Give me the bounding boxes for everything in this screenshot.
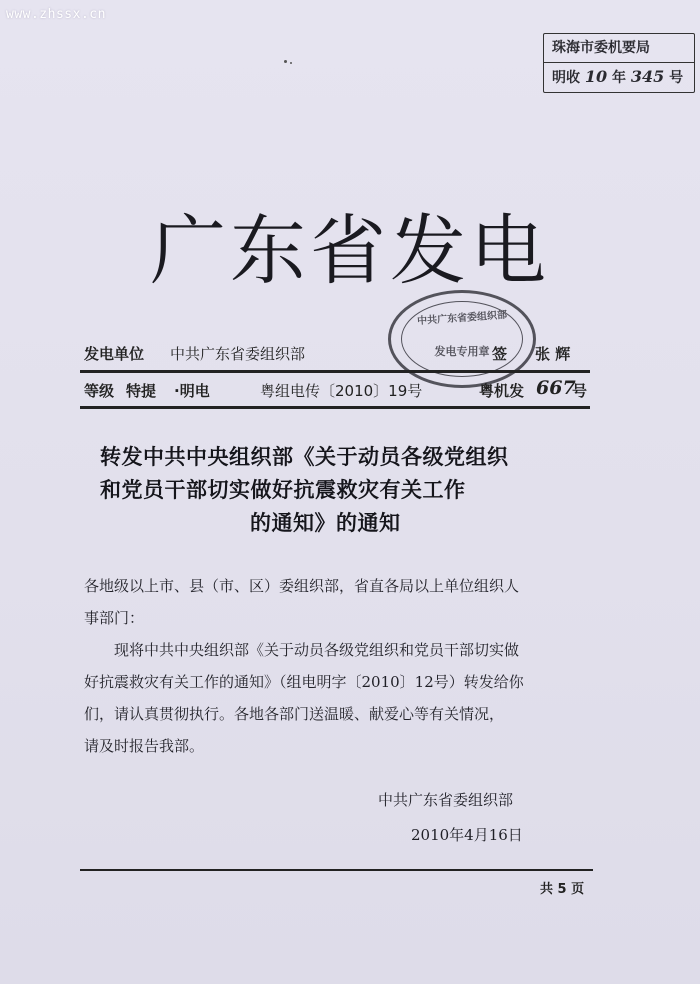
speck — [290, 62, 292, 64]
body-line-2: 好抗震救灾有关工作的通知》（组电明字〔2010〕12号）转发给你 — [84, 673, 524, 691]
receipt-stamp — [543, 33, 695, 93]
signer-prefix: 签 — [492, 345, 508, 363]
signer-name: 张 辉 — [535, 345, 571, 363]
header-divider-top — [80, 370, 590, 373]
body-line-3: 们，请认真贯彻执行。各地各部门送温暖、献爱心等有关情况， — [84, 705, 505, 723]
watermark: www.zhssx.cn — [6, 7, 106, 22]
speck — [284, 60, 287, 63]
body-line-1: 现将中共中央组织部《关于动员各级党组织和党员干部切实做 — [114, 641, 520, 659]
machine-suffix: 号 — [572, 382, 588, 400]
receipt-stamp-line1: 珠海市委机要局 — [552, 40, 650, 56]
machine-number: 667 — [536, 377, 576, 399]
receipt-month: 10 — [584, 67, 608, 86]
addressee-line-2: 事部门： — [84, 609, 145, 627]
telegram-type: ·明电 — [174, 382, 210, 400]
body-line-4: 请及时报告我部。 — [84, 737, 205, 755]
document-number: 粤组电传〔2010〕19号 — [260, 382, 423, 400]
receipt-number: 345 — [630, 67, 665, 86]
header-divider-bottom — [80, 406, 590, 409]
document-body — [84, 570, 599, 762]
page-count: 共 5 页 — [540, 882, 585, 897]
signature-date: 2010年4月16日 — [411, 826, 523, 844]
grade-label: 等级 — [84, 382, 115, 400]
sender-row — [84, 343, 589, 365]
addressee-line-1: 各地级以上市、县（市、区）委组织部，省直各局以上单位组织人 — [84, 577, 520, 595]
machine-label: 粤机发 — [479, 382, 525, 400]
footer-divider — [80, 869, 593, 871]
receipt-mid: 年 — [612, 70, 627, 86]
grade-value: 特提 — [126, 382, 157, 400]
document-title: 广东省发电 — [150, 206, 550, 295]
receipt-prefix: 明收 — [552, 70, 580, 86]
grade-row — [84, 377, 589, 402]
subject-line-2: 和党员干部切实做好抗震救灾有关工作 — [100, 478, 466, 502]
subject-heading — [100, 441, 600, 540]
official-seal — [388, 290, 536, 388]
sender-name: 中共广东省委组织部 — [170, 345, 306, 363]
receipt-suffix: 号 — [669, 70, 684, 86]
signature-org: 中共广东省委组织部 — [378, 791, 514, 809]
seal-center-text: 发电专用章 — [434, 345, 490, 358]
sender-label: 发电单位 — [84, 345, 145, 363]
subject-line-3: 的通知》的通知 — [250, 511, 401, 535]
subject-line-1: 转发中共中央组织部《关于动员各级党组织 — [100, 445, 509, 469]
seal-ring-text: 中共广东省委组织部 — [416, 309, 508, 328]
receipt-stamp-line2 — [544, 62, 694, 91]
